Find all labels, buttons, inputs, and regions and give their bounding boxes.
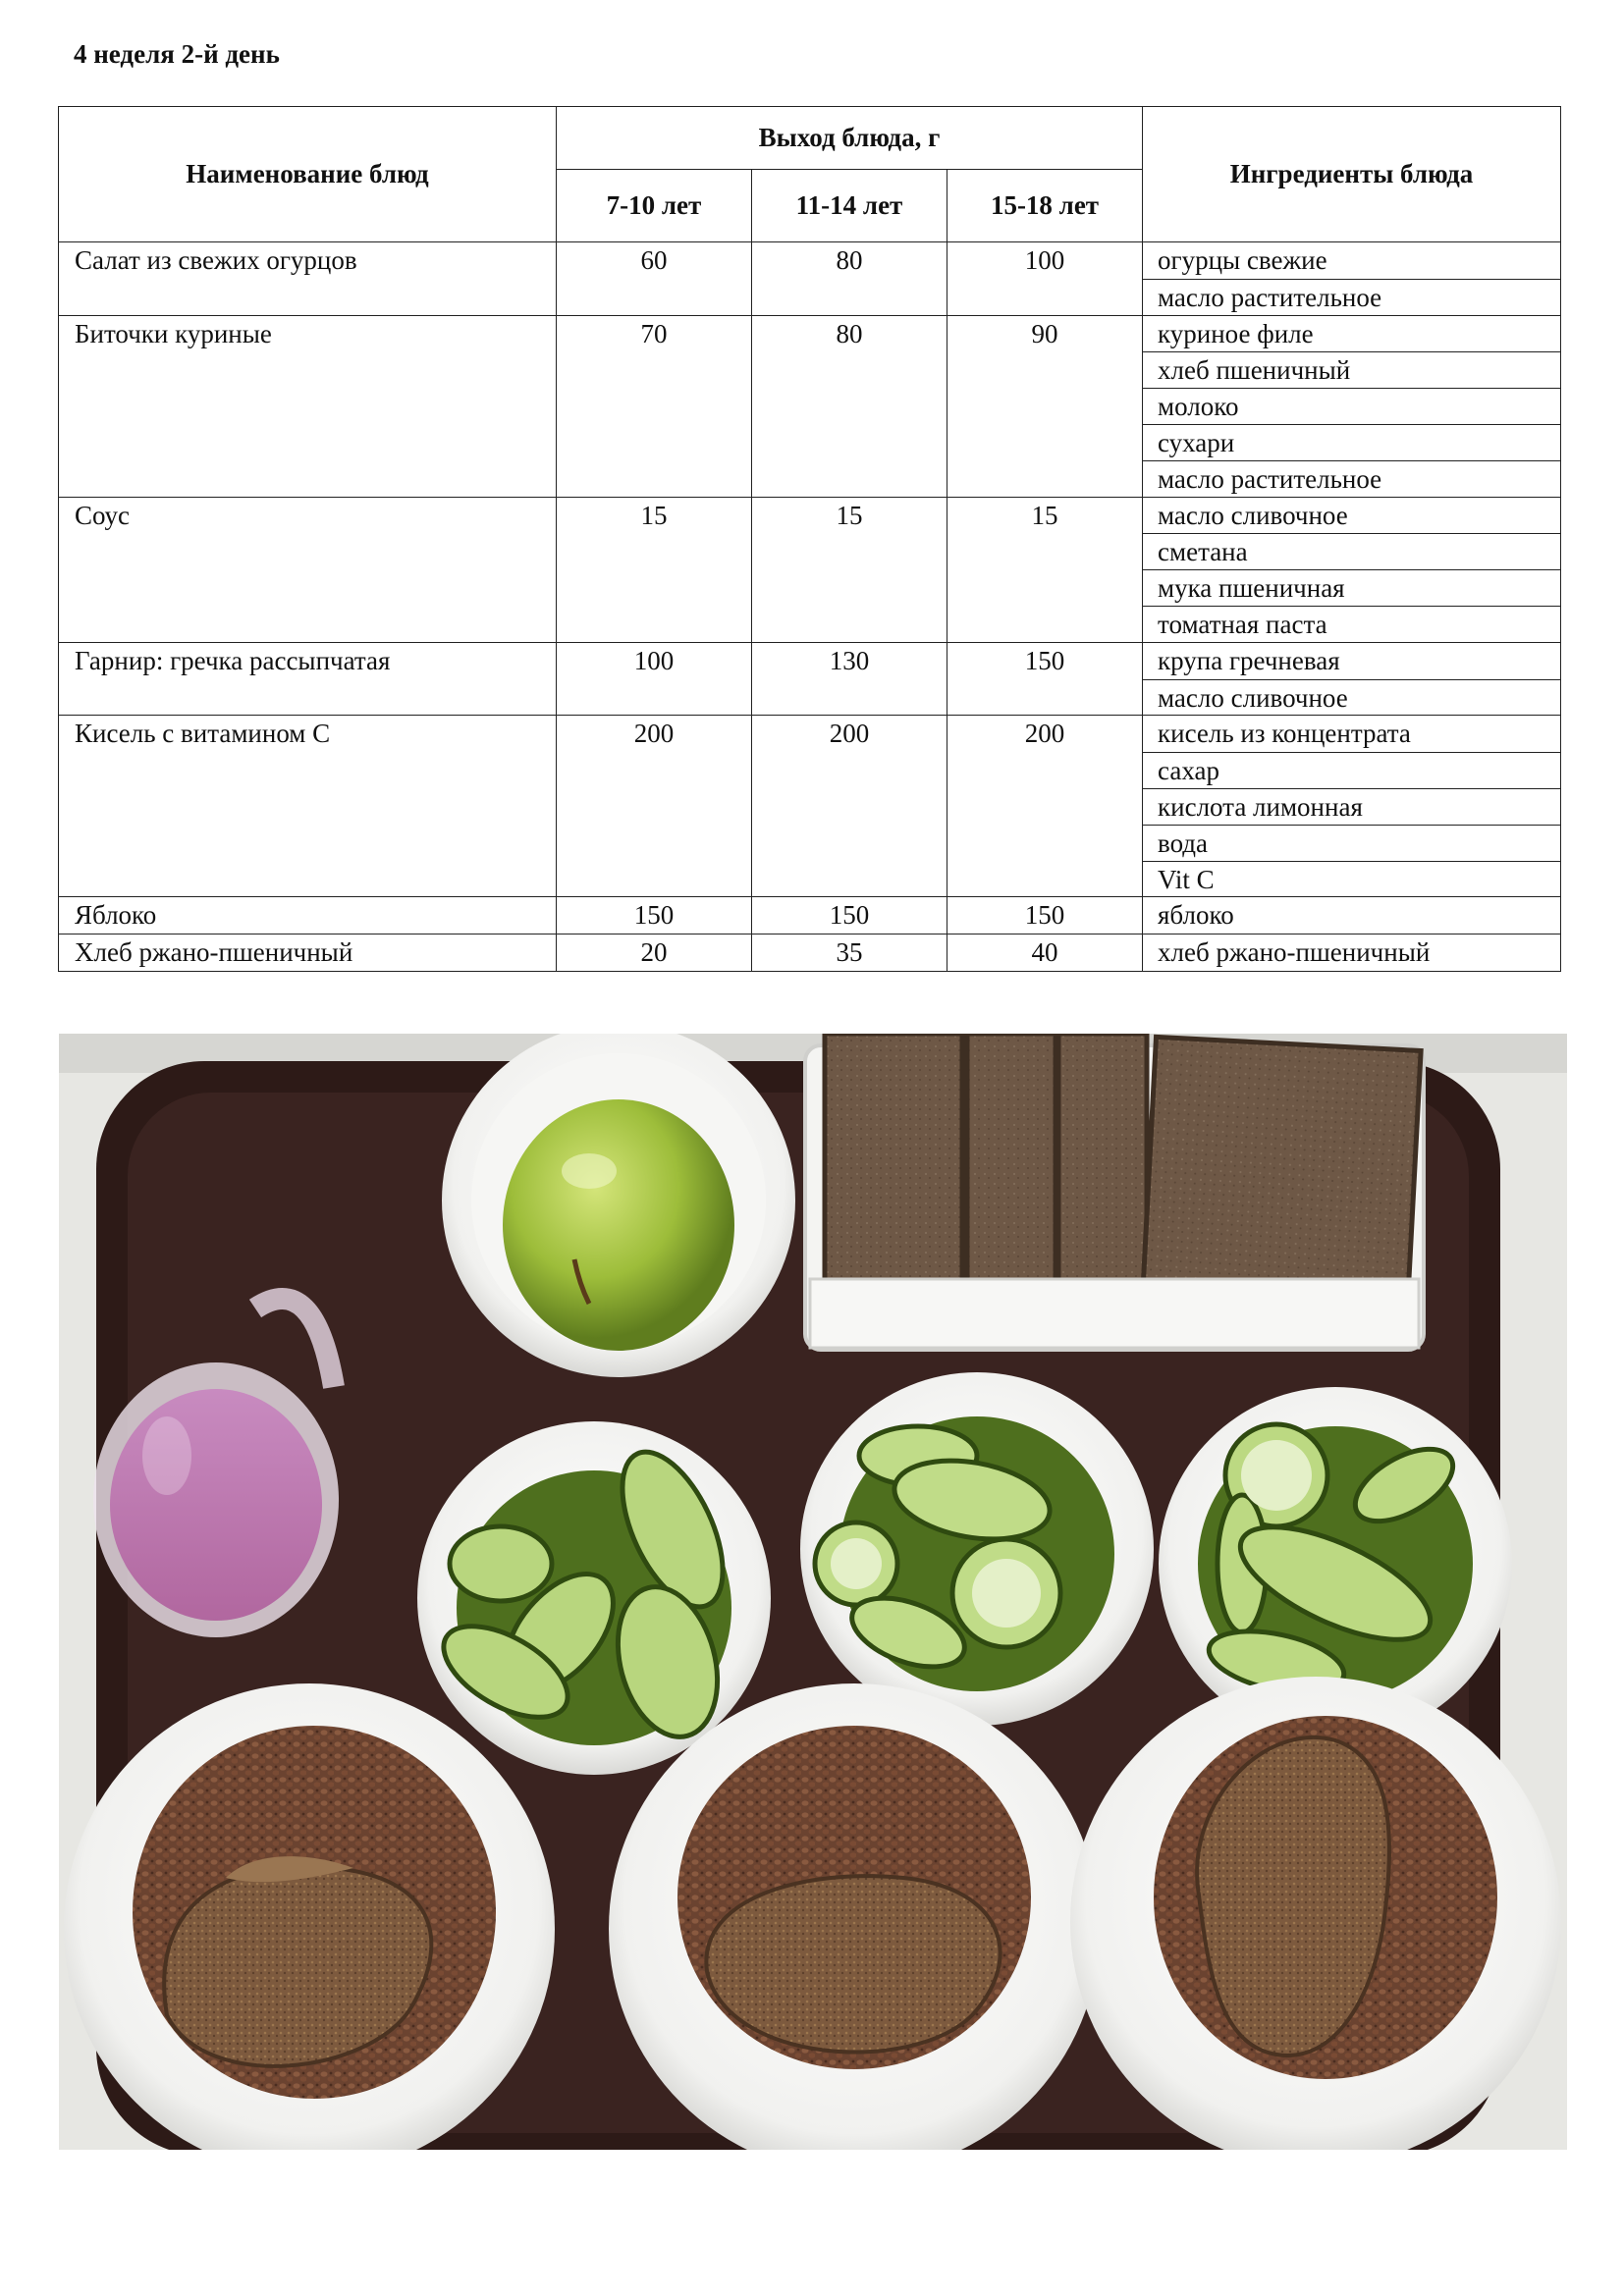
menu-row — [59, 642, 1561, 716]
ingredient-item: сметана — [1143, 533, 1560, 569]
dish-name: Хлеб ржано-пшеничный — [59, 934, 557, 972]
ingredient-item: вода — [1143, 825, 1560, 861]
yield-value: 150 — [947, 642, 1143, 716]
ingredient-item: томатная паста — [1143, 606, 1560, 642]
dish-name: Салат из свежих огурцов — [59, 242, 557, 316]
cucumber-bowl — [417, 1421, 771, 1775]
dish-name: Гарнир: гречка рассыпчатая — [59, 642, 557, 716]
menu-row — [59, 242, 1561, 316]
header-age-group: 7-10 лет — [557, 170, 752, 242]
yield-value: 15 — [752, 497, 947, 642]
dish-name: Яблоко — [59, 897, 557, 934]
dish-name: Биточки куриные — [59, 315, 557, 497]
yield-value: 40 — [947, 934, 1143, 972]
yield-value: 70 — [557, 315, 752, 497]
cucumber-bowl — [800, 1372, 1154, 1726]
yield-value: 80 — [752, 315, 947, 497]
menu-table-body — [59, 242, 1561, 972]
ingredient-item: огурцы свежие — [1158, 245, 1327, 275]
yield-value: 80 — [752, 242, 947, 316]
yield-value: 150 — [947, 897, 1143, 934]
ingredient-list — [1143, 643, 1560, 716]
header-age-group: 11-14 лет — [752, 170, 947, 242]
yield-value: 15 — [557, 497, 752, 642]
header-age-group: 15-18 лет — [947, 170, 1143, 242]
menu-row — [59, 897, 1561, 934]
menu-table — [58, 106, 1561, 972]
ingredient-item: хлеб пшеничный — [1143, 351, 1560, 388]
ingredients-cell — [1143, 716, 1561, 897]
yield-value: 60 — [557, 242, 752, 316]
yield-value: 200 — [947, 716, 1143, 897]
main-plate — [1070, 1677, 1561, 2150]
ingredient-list — [1143, 897, 1560, 934]
ingredient-item: масло сливочное — [1158, 500, 1348, 530]
ingredient-item: кислота лимонная — [1143, 788, 1560, 825]
header-yield: Выход блюда, г — [557, 107, 1143, 170]
dish-name: Кисель с витамином С — [59, 716, 557, 897]
ingredient-item: масло сливочное — [1143, 679, 1560, 716]
yield-value: 100 — [557, 642, 752, 716]
header-dish-name: Наименование блюд — [59, 107, 557, 242]
ingredient-list — [1143, 242, 1560, 315]
header-ingredients: Ингредиенты блюда — [1143, 107, 1561, 242]
yield-value: 100 — [947, 242, 1143, 316]
yield-value: 200 — [557, 716, 752, 897]
page-heading: 4 неделя 2-й день — [74, 39, 280, 69]
meal-photo — [59, 1034, 1567, 2150]
ingredient-item: кисель из концентрата — [1158, 719, 1411, 749]
ingredient-item: масло растительное — [1143, 279, 1560, 315]
ingredient-item: хлеб ржано-пшеничный — [1158, 937, 1431, 968]
ingredient-list — [1143, 316, 1560, 497]
menu-row — [59, 497, 1561, 642]
yield-value: 15 — [947, 497, 1143, 642]
ingredient-item: Vit C — [1143, 861, 1560, 897]
yield-value: 130 — [752, 642, 947, 716]
ingredients-cell — [1143, 315, 1561, 497]
ingredient-item: сухари — [1143, 424, 1560, 460]
yield-value: 90 — [947, 315, 1143, 497]
ingredients-cell — [1143, 897, 1561, 934]
dish-name: Соус — [59, 497, 557, 642]
ingredient-item: яблоко — [1158, 900, 1234, 931]
yield-value: 200 — [752, 716, 947, 897]
ingredients-cell — [1143, 242, 1561, 316]
ingredient-item: молоко — [1143, 388, 1560, 424]
ingredient-item: куриное филе — [1158, 318, 1314, 348]
menu-row — [59, 716, 1561, 897]
ingredients-cell — [1143, 497, 1561, 642]
ingredient-item: сахар — [1143, 752, 1560, 788]
apple-bowl — [442, 1034, 795, 1377]
bread-basket — [805, 1034, 1424, 1350]
ingredients-cell — [1143, 934, 1561, 972]
ingredient-list — [1143, 934, 1560, 971]
yield-value: 150 — [752, 897, 947, 934]
ingredient-list — [1143, 498, 1560, 642]
menu-row — [59, 934, 1561, 972]
menu-row — [59, 315, 1561, 497]
yield-value: 35 — [752, 934, 947, 972]
ingredient-item: крупа гречневая — [1158, 645, 1340, 675]
yield-value: 20 — [557, 934, 752, 972]
ingredients-cell — [1143, 642, 1561, 716]
yield-value: 150 — [557, 897, 752, 934]
ingredient-item: мука пшеничная — [1143, 569, 1560, 606]
ingredient-list — [1143, 716, 1560, 896]
ingredient-item: масло растительное — [1143, 460, 1560, 497]
